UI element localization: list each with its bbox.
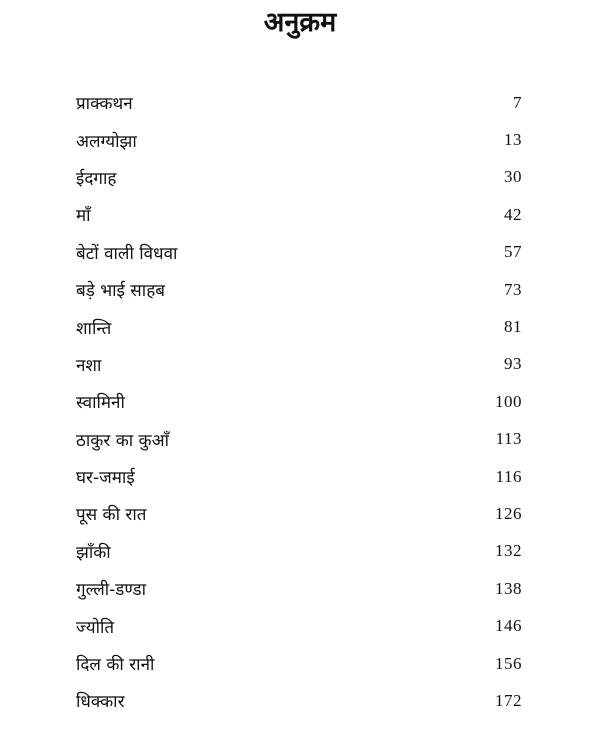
table-of-contents (76, 84, 522, 720)
toc-entry (76, 159, 522, 196)
toc-entry-title: माँ (76, 206, 91, 227)
toc-entry (76, 346, 522, 383)
toc-entry-page: 146 (495, 616, 522, 636)
toc-entry (76, 645, 522, 682)
toc-entry-page: 172 (495, 690, 522, 710)
toc-entry (76, 84, 522, 121)
toc-entry-title: ज्योति (76, 617, 115, 638)
toc-entry-page: 138 (495, 578, 522, 598)
toc-entry (76, 495, 522, 532)
toc-entry-page: 116 (495, 466, 522, 486)
toc-entry-title: गुल्ली-डण्डा (76, 580, 146, 601)
toc-entry-title: नशा (76, 355, 102, 376)
toc-entry-title: घर-जमाई (76, 468, 135, 489)
toc-entry (76, 570, 522, 607)
toc-entry-page: 156 (495, 653, 522, 673)
toc-entry-title: ईदगाह (76, 168, 117, 189)
toc-entry (76, 308, 522, 345)
toc-entry (76, 196, 522, 233)
toc-entry (76, 458, 522, 495)
toc-entry-title: पूस की रात (76, 505, 147, 526)
toc-entry-page: 13 (504, 130, 522, 150)
toc-entry-page: 126 (495, 503, 522, 523)
toc-entry-page: 81 (504, 317, 522, 337)
toc-entry-page: 93 (504, 354, 522, 374)
toc-entry-title: बड़े भाई साहब (76, 281, 165, 302)
toc-entry-title: शान्ति (76, 318, 112, 339)
toc-entry-title: ठाकुर का कुआँ (76, 430, 169, 451)
toc-entry-title: स्वामिनी (76, 393, 125, 414)
toc-entry-page: 7 (513, 92, 522, 112)
toc-entry-title: झाँकी (76, 542, 111, 563)
toc-entry-title: दिल की रानी (76, 655, 155, 676)
toc-entry (76, 271, 522, 308)
toc-entry (76, 421, 522, 458)
toc-entry-page: 42 (504, 204, 522, 224)
toc-entry-page: 73 (504, 279, 522, 299)
toc-entry (76, 682, 522, 719)
toc-entry (76, 533, 522, 570)
toc-entry (76, 121, 522, 158)
page-title: अनुक्रम (263, 7, 337, 38)
toc-entry-title: प्राक्कथन (76, 94, 133, 115)
toc-entry-page: 57 (504, 242, 522, 262)
toc-entry (76, 383, 522, 420)
toc-entry (76, 607, 522, 644)
toc-entry-title: अलग्योझा (76, 131, 137, 152)
toc-entry-page: 113 (495, 429, 522, 449)
toc-entry-page: 100 (495, 391, 522, 411)
toc-entry-title: धिक्कार (76, 692, 125, 713)
toc-entry-title: बेटों वाली विधवा (76, 243, 178, 264)
toc-entry-page: 30 (504, 167, 522, 187)
toc-entry (76, 234, 522, 271)
toc-entry-page: 132 (495, 541, 522, 561)
